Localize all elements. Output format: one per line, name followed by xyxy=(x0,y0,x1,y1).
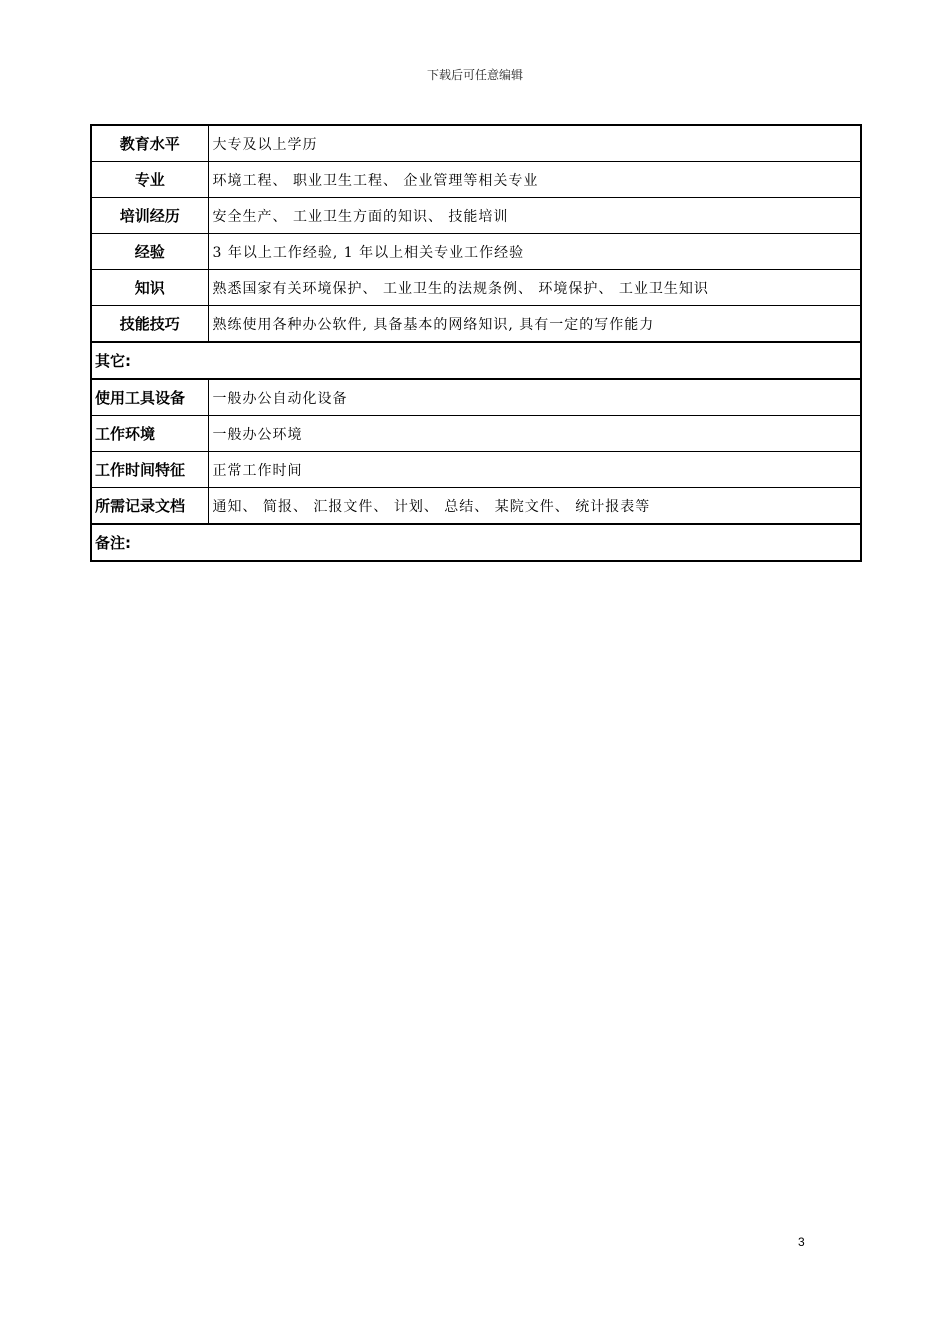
row-value-documents: 通知、 简报、 汇报文件、 计划、 总结、 某院文件、 统计报表等 xyxy=(208,488,861,525)
table-row xyxy=(91,452,861,488)
row-label-work-time: 工作时间特征 xyxy=(91,452,208,488)
row-value-experience: 3 年以上工作经验, 1 年以上相关专业工作经验 xyxy=(208,234,861,270)
row-value-skills: 熟练使用各种办公软件, 具备基本的网络知识, 具有一定的写作能力 xyxy=(208,306,861,343)
table-row xyxy=(91,416,861,452)
table-row xyxy=(91,198,861,234)
section-row-remarks xyxy=(91,524,861,561)
table-row xyxy=(91,306,861,343)
table-row xyxy=(91,379,861,416)
row-label-skills: 技能技巧 xyxy=(91,306,208,343)
table-row xyxy=(91,488,861,525)
row-label-education: 教育水平 xyxy=(91,125,208,162)
header-note: 下载后可任意编辑 xyxy=(426,68,523,82)
row-label-experience: 经验 xyxy=(91,234,208,270)
page-number: 3 xyxy=(798,1235,805,1249)
row-value-work-time: 正常工作时间 xyxy=(208,452,861,488)
row-label-tools: 使用工具设备 xyxy=(91,379,208,416)
section-row-other xyxy=(91,342,861,379)
row-value-education: 大专及以上学历 xyxy=(208,125,861,162)
row-label-training: 培训经历 xyxy=(91,198,208,234)
section-heading-remarks: 备注: xyxy=(91,524,861,561)
job-requirements-table xyxy=(90,124,862,562)
row-value-knowledge: 熟悉国家有关环境保护、 工业卫生的法规条例、 环境保护、 工业卫生知识 xyxy=(208,270,861,306)
row-label-environment: 工作环境 xyxy=(91,416,208,452)
row-label-major: 专业 xyxy=(91,162,208,198)
row-value-tools: 一般办公自动化设备 xyxy=(208,379,861,416)
row-value-training: 安全生产、 工业卫生方面的知识、 技能培训 xyxy=(208,198,861,234)
row-label-documents: 所需记录文档 xyxy=(91,488,208,525)
table-row xyxy=(91,162,861,198)
table-row xyxy=(91,234,861,270)
section-heading-other: 其它: xyxy=(91,342,861,379)
row-label-knowledge: 知识 xyxy=(91,270,208,306)
row-value-environment: 一般办公环境 xyxy=(208,416,861,452)
table-row xyxy=(91,125,861,162)
row-value-major: 环境工程、 职业卫生工程、 企业管理等相关专业 xyxy=(208,162,861,198)
table-row xyxy=(91,270,861,306)
